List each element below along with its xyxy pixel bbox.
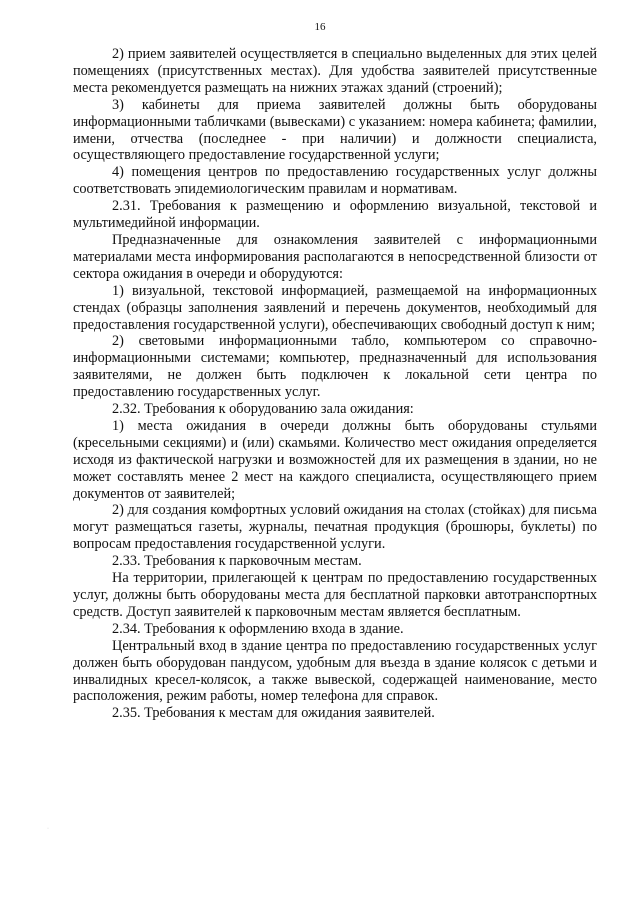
paragraph-sanitary-rules: 4) помещения центров по предоставлению государственных услуг должны соответствовать эпидемиологическим правилам и нормативам. [73,164,597,198]
paragraph-waiting-materials: 2) для создания комфортных условий ожидания на столах (стойках) для письма могут размещаться газеты, журналы, печатная продукция (брошюры, буклеты) по вопросам предоставления государственной услуги. [73,502,597,553]
page-number: 16 [314,21,326,33]
paragraph-waiting-seats: 1) места ожидания в очереди должны быть оборудованы стульями (кресельными секциями) и (или) скамьями. Количество мест ожидания определяется исходя из фактической нагрузки и возможностей для их размещения в здании, но не может составлять менее 2 мест на каждого специалиста, осуществляющего прием документов от заявителей; [73,417,597,502]
paragraph-reception-rooms: 2) прием заявителей осуществляется в специально выделенных для этих целей помещениях (присутственных местах). Для удобства заявителей присутственные места рекомендуется размещать на нижних этажах зданий (строений); [73,46,597,96]
scan-mark: · [47,826,49,832]
paragraph-entrance: Центральный вход в здание центра по предоставлению государственных услуг должен быть оборудован пандусом, удобным для въезда в здание колясок с детьми и инвалидных кресел-колясок, а также вывеской, содержащей наименование, место расположения, режим работы, номер телефона для справок. [73,637,597,705]
section-2-32-heading: 2.32. Требования к оборудованию зала ожидания: [112,401,414,418]
section-2-35-heading: 2.35. Требования к местам для ожидания заявителей. [112,705,435,722]
section-2-31-heading: 2.31. Требования к размещению и оформлению визуальной, текстовой и мультимедийной информации. [73,198,597,232]
paragraph-office-signs: 3) кабинеты для приема заявителей должны быть оборудованы информационными табличками (вывесками) с указанием: номера кабинета; фамилии, имени, отчества (последнее - при наличии) и должности специалиста, осуществляющего предоставление государственной услуги; [73,96,597,164]
document-body [73,46,597,722]
paragraph-parking: На территории, прилегающей к центрам по предоставлению государственных услуг, должны быть оборудованы места для бесплатной парковки автотранспортных средств. Доступ заявителей к парковочным местам является бесплатным. [73,570,597,620]
paragraph-info-stands: 1) визуальной, текстовой информацией, размещаемой на информационных стендах (образцы заполнения заявлений и перечень документов, необходимый для предоставления государственной услуги), обеспечивающих свободный доступ к ним; [73,282,597,333]
paragraph-information-places: Предназначенные для ознакомления заявителей с информационными материалами места информирования располагаются в непосредственной близости от сектора ожидания в очереди и оборудуются: [73,231,597,282]
paragraph-info-displays: 2) световыми информационными табло, компьютером со справочно-информационными системами; компьютер, предназначенный для использования заявителями, не должен быть подключен к локальной сети центра по предоставлению государственных услуг. [73,333,597,401]
section-2-34-heading: 2.34. Требования к оформлению входа в здание. [112,620,404,637]
section-2-33-heading: 2.33. Требования к парковочным местам. [112,553,362,570]
